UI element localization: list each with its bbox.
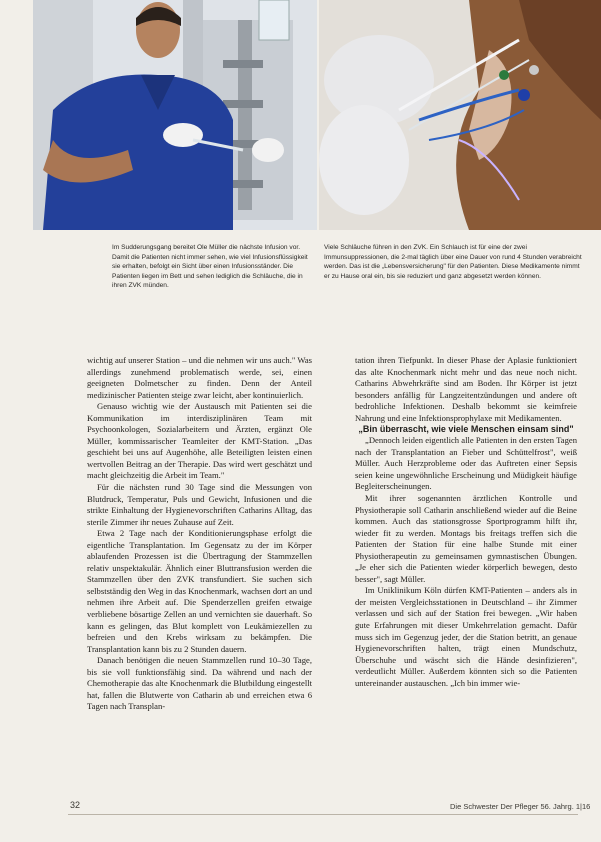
paragraph: Mit ihrer sogenannten ärztlichen Kontrolle und Physiotherapie soll Catharin anschließend wieder auf die Beine kommen. Auch das stationsgrosse Sportprogramm hilft ihr, wieder fit zu werden. Montags bis freitags treffen sich die Patienten der Station für eine halbe Stunde mit einer Physiotherapeutin zu gemeinsamen gymnastischen Übungen. „Je eher sich die Patienten wieder körperlich bewegen, desto besser", sagt Müller. <box>355 493 577 584</box>
paragraph: Genauso wichtig wie der Austausch mit Patienten sei die Kommunikation im interdisziplinären Team mit Psychoonkologen, Sozialarbeitern und Ärzten, ergänzt Ole Müller, kommissarischer Teamleiter der KMT-Station. „Das geschieht bei uns auf Augenhöhe, alle Beteiligten leisten einen wertvollen Beitrag an der Therapie. Das wird wert geschätzt und macht gleichzeitig die Arbeit im Team." <box>87 401 312 481</box>
article-column-right <box>355 355 577 689</box>
caption-left: Im Sudderungsgang bereitet Ole Müller die nächste Infusion vor. Damit die Patienten nicht immer sehen, wie viel Infusionsflüssigkeit sie erhalten, befolgt ein Sicht über einen Infusionsständer. Die Patienten liegen im Bett und sehen lediglich die Schläuche, die in ihren ZVK münden. <box>112 244 308 290</box>
paragraph: Im Uniklinikum Köln dürfen KMT-Patienten – anders als in der meisten Vergleichsstationen in Deutschland – ihr Zimmer verlassen und sich auf der Station frei bewegen. „Wir haben gute Erfahrungen mit dieser Umkehrrelation gemacht. Dafür muss sich im Gegenzug jeder, der die Station betritt, an genaue Hygienevorschriften halten, trägt einen Mundschutz, Überschuhe und wäscht sich die Hände desinfizieren", verdeutlicht Müller. Außerdem könnten sich so die Patienten untereinander austauschen. „Ich bin immer wie- <box>355 585 577 688</box>
caption-right: Viele Schläuche führen in den ZVK. Ein Schlauch ist für eine der zwei Immunsuppressionen, die 2-mal täglich über eine Dauer von rund 4 Stunden verabreicht werden. Das ist die „Lebensversicherung" für den Patienten. Diese Medikamente nimmt er zu Hause oral ein, bis sie reduziert und ganz abgesetzt werden können. <box>324 244 582 280</box>
paragraph: tation ihren Tiefpunkt. In dieser Phase der Aplasie funktioniert das alte Knochenmark nicht mehr und das neue noch nicht. Catharins Abwehrkräfte sind am Boden. Ihr Körper ist jetzt besonders anfällig für Langzeitentzündungen und andere oft bedrohliche Infektionen. Deshalb bekommt sie keimfreie Nahrung und eine Infektionsprophylaxe mit Medikamenten. <box>355 355 577 423</box>
paragraph: Danach benötigen die neuen Stammzellen rund 10–30 Tage, bis sie voll funktionsfähig sind. Da während und nach der Chemotherapie das alte Knochenmark die Blutbildung eingestellt hat, fallen die Blutwerte von Catharin ab und erreichen etwa 6 Tagen nach Transplan- <box>87 655 312 712</box>
pull-quote: „Bin überrascht, wie viele Menschen einsam sind" <box>358 424 574 435</box>
photo-zvk-tubes <box>319 0 601 230</box>
zvk-photo-illustration <box>319 0 601 230</box>
photo-nurse-preparing-infusion <box>33 0 317 230</box>
page-number: 32 <box>70 800 81 810</box>
paragraph: Etwa 2 Tage nach der Konditionierungsphase erfolgt die eigentliche Transplantation. Im Gegensatz zu der im Körper ablaufenden Prozessen ist die Übertragung der Stammzellen relativ unspektakulär. Ähnlich einer Bluttransfusion werden die Stammzellen über den ZVK transfundiert. Sie suchen sich selbstständig den Weg in das Knochenmark, wachsen dort an und nehmen ihre Arbeit auf. Die Spenderzellen greifen etwaige verbliebene bösartige Zellen an und vernichten sie dauerhaft. So kann es gelingen, das Blut komplett von Leukämiezellen zu befreien und den Krebs wirksam zu bekämpfen. Die Transplantation kann bis zu 2 Stunden dauern. <box>87 528 312 654</box>
paragraph: wichtig auf unserer Station – und die nehmen wir uns auch." Was allerdings zunehmend problematisch werde, sei, einen geeigneten Dolmetscher zu finden. Denn der Anteil medizinischer Patienten steige zwar leicht, aber kontinuierlich. <box>87 355 312 400</box>
footer-magazine-name: Die Schwester Der Pfleger 56. Jahrg. 1|16 <box>450 802 591 811</box>
paragraph: „Dennoch leiden eigentlich alle Patienten in den ersten Tagen nach der Transplantation an Fieber und Schüttelfrost", weiß Müller. Auch Herzprobleme oder das Auftreten einer Sepsis seien keine ungewöhnliche Erscheinung und Müdigkeit häufige Begleiterscheinungen. <box>355 435 577 492</box>
footer-divider <box>68 814 578 815</box>
article-column-left <box>87 355 312 713</box>
nurse-photo-illustration <box>33 0 317 230</box>
paragraph: Für die nächsten rund 30 Tage sind die Messungen von Blutdruck, Temperatur, Puls und Gewicht, Infusionen und die strikte Einhaltung der Hygienevorschriften Catharins Alltag, das sterile Zimmer ihr neues Zuhause auf Zeit. <box>87 482 312 527</box>
